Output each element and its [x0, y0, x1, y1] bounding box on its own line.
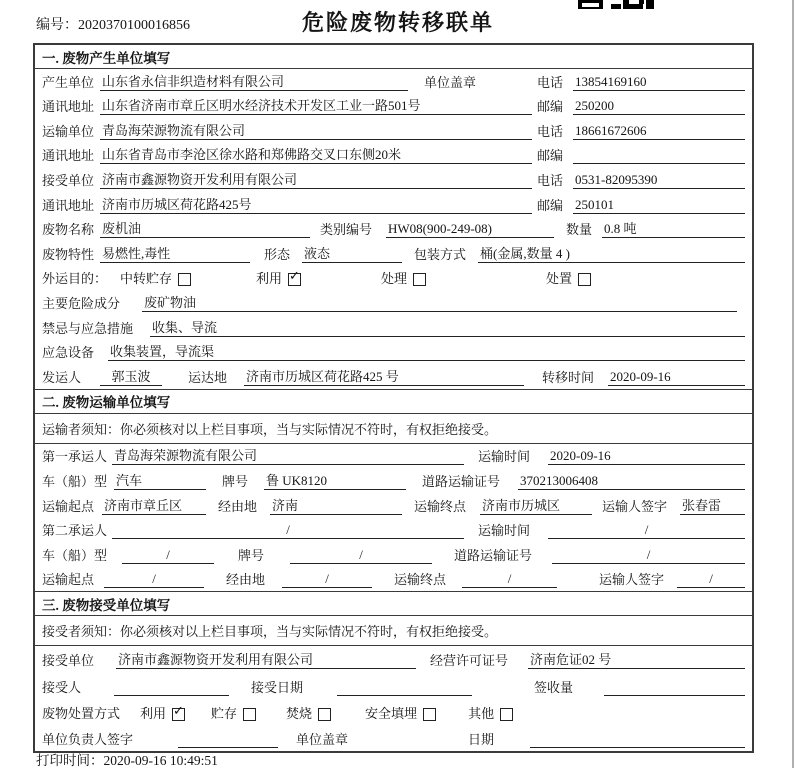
destination-value: 济南市历城区荷花路425 号 — [244, 368, 524, 386]
purpose-option-treat-label: 处理 — [381, 271, 408, 287]
form-row-receiver — [35, 167, 752, 192]
form-row-carrier2 — [35, 518, 752, 543]
form-row-transporter-address — [35, 143, 752, 168]
purpose-option-dispose-label: 处置 — [546, 271, 573, 287]
disposal-method-label: 废物处置方式 — [42, 705, 121, 721]
form-row-waste-traits — [35, 241, 752, 266]
date2-label: 日期 — [468, 732, 495, 748]
category-label: 类别编号 — [320, 222, 373, 238]
via2-value: / — [282, 570, 372, 588]
road-permit2-value: / — [552, 546, 745, 564]
section-receiver-title: 三. 废物接受单位填写 — [35, 592, 752, 616]
license-label: 经营许可证号 — [430, 653, 509, 669]
document-serial-number: 编号：2020370100016856 — [36, 18, 190, 33]
form-row-waste-name — [35, 217, 752, 242]
receive-unit-label: 接受单位 — [42, 653, 95, 669]
zip3-label: 邮编 — [537, 197, 564, 213]
zip2-value — [573, 163, 745, 164]
via1-value: 济南 — [270, 497, 402, 515]
equipment-value: 收集装置，导流渠 — [108, 343, 745, 361]
zip1-label: 邮编 — [537, 99, 564, 115]
form-row-taboo — [35, 315, 752, 340]
phone2-value: 18661672606 — [573, 122, 745, 140]
road-permit1-label: 道路运输证号 — [422, 473, 501, 489]
via2-label: 经由地 — [226, 572, 266, 588]
section-transporter — [35, 389, 752, 592]
receiver-value: 济南市鑫源物资开发利用有限公司 — [100, 171, 532, 189]
disposal-option-other-checkbox — [500, 708, 513, 721]
form-row-responsible-sign — [35, 725, 752, 751]
form-row-equipment — [35, 340, 752, 365]
section-transporter-title: 二. 废物运输单位填写 — [35, 390, 752, 414]
form-row-vehicle1 — [35, 468, 752, 493]
carrier2-label: 第二承运人 — [42, 523, 108, 539]
form-row-receive-unit — [35, 646, 752, 672]
sign2-label: 运输人签字 — [599, 572, 665, 588]
transfer-time-label: 转移时间 — [542, 369, 595, 385]
transport-time2-label: 运输时间 — [478, 523, 531, 539]
addr2-label: 通讯地址 — [42, 148, 95, 164]
receive-date-value — [337, 695, 472, 696]
disposal-option-other-label: 其他 — [468, 705, 495, 721]
hazard-value: 废矿物油 — [142, 294, 737, 312]
receiver-label: 接受单位 — [42, 172, 95, 188]
plate1-value: 鲁 UK8120 — [264, 472, 406, 490]
origin2-value: / — [104, 570, 204, 588]
receive-unit-value: 济南市鑫源物资开发利用有限公司 — [116, 651, 416, 669]
page-right-edge — [792, 0, 794, 768]
phone2-label: 电话 — [537, 123, 564, 139]
packing-label: 包装方式 — [414, 246, 467, 262]
shipper-label: 发运人 — [42, 369, 82, 385]
disposal-option-landfill-checkbox — [423, 708, 436, 721]
responsible-sign-label: 单位负责人签字 — [42, 732, 134, 748]
phone1-value: 13854169160 — [573, 73, 745, 91]
form-row-vehicle2 — [35, 542, 752, 567]
transfer-time-value: 2020-09-16 — [608, 368, 745, 386]
end1-value: 济南市历城区 — [480, 497, 592, 515]
disposal-option-utilize-label: 利用 — [140, 705, 167, 721]
addr3-value: 济南市历城区荷花路425号 — [100, 196, 532, 214]
addr2-value: 山东省青岛市李沧区徐水路和郑佛路交叉口东侧20米 — [100, 146, 532, 164]
zip1-value: 250200 — [573, 97, 745, 115]
form-row-receive-person — [35, 672, 752, 698]
plate1-label: 牌号 — [222, 473, 249, 489]
purpose-option-dispose-checkbox — [578, 273, 591, 286]
transport-time1-label: 运输时间 — [478, 449, 531, 465]
traits-value: 易燃性,毒性 — [100, 245, 250, 263]
phone3-label: 电话 — [537, 172, 564, 188]
carrier1-value: 青岛海荣源物流有限公司 — [112, 447, 464, 465]
plate2-label: 牌号 — [238, 547, 265, 563]
shipper-value: 郭玉波 — [100, 368, 162, 386]
vehicle2-label: 车（船）型 — [42, 547, 108, 563]
qr-code-fragment — [578, 0, 656, 10]
road-permit1-value: 370213006408 — [518, 472, 745, 490]
receive-person-label: 接受人 — [42, 679, 82, 695]
packing-value: 桶(金属,数量 4 ) — [478, 245, 745, 263]
purpose-option-transfer-storage-checkbox — [178, 273, 191, 286]
form-row-carrier1 — [35, 444, 752, 469]
taboo-value: 收集、导流 — [150, 319, 745, 337]
received-amount-label: 签收量 — [534, 679, 574, 695]
origin1-label: 运输起点 — [42, 498, 95, 514]
receiver-notice: 接受者须知：你必须核对以上栏目事项，当与实际情况不符时，有权拒绝接受。 — [35, 616, 752, 646]
carrier1-label: 第一承运人 — [42, 449, 108, 465]
form-row-receiver-address — [35, 192, 752, 217]
purpose-label: 外运目的： — [42, 271, 108, 287]
addr1-label: 通讯地址 — [42, 99, 95, 115]
waste-name-label: 废物名称 — [42, 222, 95, 238]
quantity-label: 数量 — [566, 222, 593, 238]
road-permit2-label: 道路运输证号 — [454, 547, 533, 563]
vehicle1-value: 汽车 — [114, 472, 206, 490]
disposal-option-incinerate-checkbox — [318, 708, 331, 721]
form-row-transporter — [35, 118, 752, 143]
form-row-shipper — [35, 364, 752, 389]
plate2-value: / — [290, 546, 432, 564]
form-row-producer — [35, 69, 752, 94]
disposal-option-utilize-checkbox — [172, 703, 185, 721]
waste-name-value: 废机油 — [100, 220, 310, 238]
checkmark: ✓ — [289, 269, 300, 285]
purpose-option-transfer-storage-label: 中转贮存 — [120, 271, 173, 287]
form-row-purpose — [35, 266, 752, 291]
form-row-route2 — [35, 567, 752, 592]
section-producer — [35, 45, 752, 389]
document-title: 危险废物转移联单 — [301, 10, 494, 35]
category-value: HW08(900-249-08) — [386, 220, 554, 238]
purpose-option-utilize-checkbox — [288, 269, 301, 286]
origin1-value: 济南市章丘区 — [102, 497, 206, 515]
form-row-disposal-method — [35, 699, 752, 725]
taboo-label: 禁忌与应急措施 — [42, 320, 134, 336]
via1-label: 经由地 — [218, 498, 258, 514]
end2-value: / — [462, 570, 557, 588]
transport-time1-value: 2020-09-16 — [548, 447, 745, 465]
unit-seal2-label: 单位盖章 — [296, 732, 349, 748]
quantity-value: 0.8 吨 — [602, 220, 745, 238]
end2-label: 运输终点 — [394, 572, 447, 588]
traits-label: 废物特性 — [42, 246, 95, 262]
date2-value — [530, 747, 745, 748]
unit-seal-label: 单位盖章 — [424, 74, 477, 90]
producer-value: 山东省永信非织造材料有限公司 — [100, 73, 408, 91]
disposal-option-store-checkbox — [243, 708, 256, 721]
hazard-label: 主要危险成分 — [42, 295, 121, 311]
producer-label: 产生单位 — [42, 74, 95, 90]
received-amount-value — [604, 695, 745, 696]
destination-label: 运达地 — [188, 369, 228, 385]
transporter-value: 青岛海荣源物流有限公司 — [100, 122, 532, 140]
equipment-label: 应急设备 — [42, 345, 95, 361]
disposal-option-incinerate-label: 焚烧 — [286, 705, 313, 721]
addr3-label: 通讯地址 — [42, 197, 95, 213]
print-timestamp: 打印时间：2020-09-16 10:49:51 — [36, 753, 218, 768]
purpose-option-treat-checkbox — [413, 273, 426, 286]
transport-time2-value: / — [548, 521, 745, 539]
disposal-option-landfill-label: 安全填埋 — [365, 705, 418, 721]
section-receiver — [35, 591, 752, 751]
form-state-label: 形态 — [264, 246, 291, 262]
transporter-notice: 运输者须知：你必须核对以上栏目事项，当与实际情况不符时，有权拒绝接受。 — [35, 414, 752, 444]
checkmark: ✓ — [173, 703, 184, 719]
form-state-value: 液态 — [302, 245, 402, 263]
end1-label: 运输终点 — [414, 498, 467, 514]
zip3-value: 250101 — [573, 196, 745, 214]
manifest-table — [33, 43, 754, 753]
sign1-value: 张春雷 — [680, 497, 745, 515]
vehicle1-label: 车（船）型 — [42, 473, 108, 489]
sign2-value: / — [677, 570, 745, 588]
form-row-producer-address — [35, 94, 752, 119]
disposal-option-store-label: 贮存 — [211, 705, 238, 721]
purpose-option-utilize-label: 利用 — [256, 271, 283, 287]
section-producer-title: 一. 废物产生单位填写 — [35, 45, 752, 69]
transporter-label: 运输单位 — [42, 123, 95, 139]
phone1-label: 电话 — [537, 74, 564, 90]
sign1-label: 运输人签字 — [602, 498, 668, 514]
vehicle2-value: / — [122, 546, 214, 564]
form-row-route1 — [35, 493, 752, 518]
origin2-label: 运输起点 — [42, 572, 95, 588]
license-value: 济南危证02 号 — [528, 651, 745, 669]
carrier2-value: / — [112, 521, 464, 539]
zip2-label: 邮编 — [537, 148, 564, 164]
phone3-value: 0531-82095390 — [573, 171, 745, 189]
responsible-sign-value — [178, 747, 278, 748]
receive-date-label: 接受日期 — [251, 679, 304, 695]
addr1-value: 山东省济南市章丘区明水经济技术开发区工业一路501号 — [100, 97, 532, 115]
form-row-hazard — [35, 290, 752, 315]
receive-person-value — [114, 695, 229, 696]
